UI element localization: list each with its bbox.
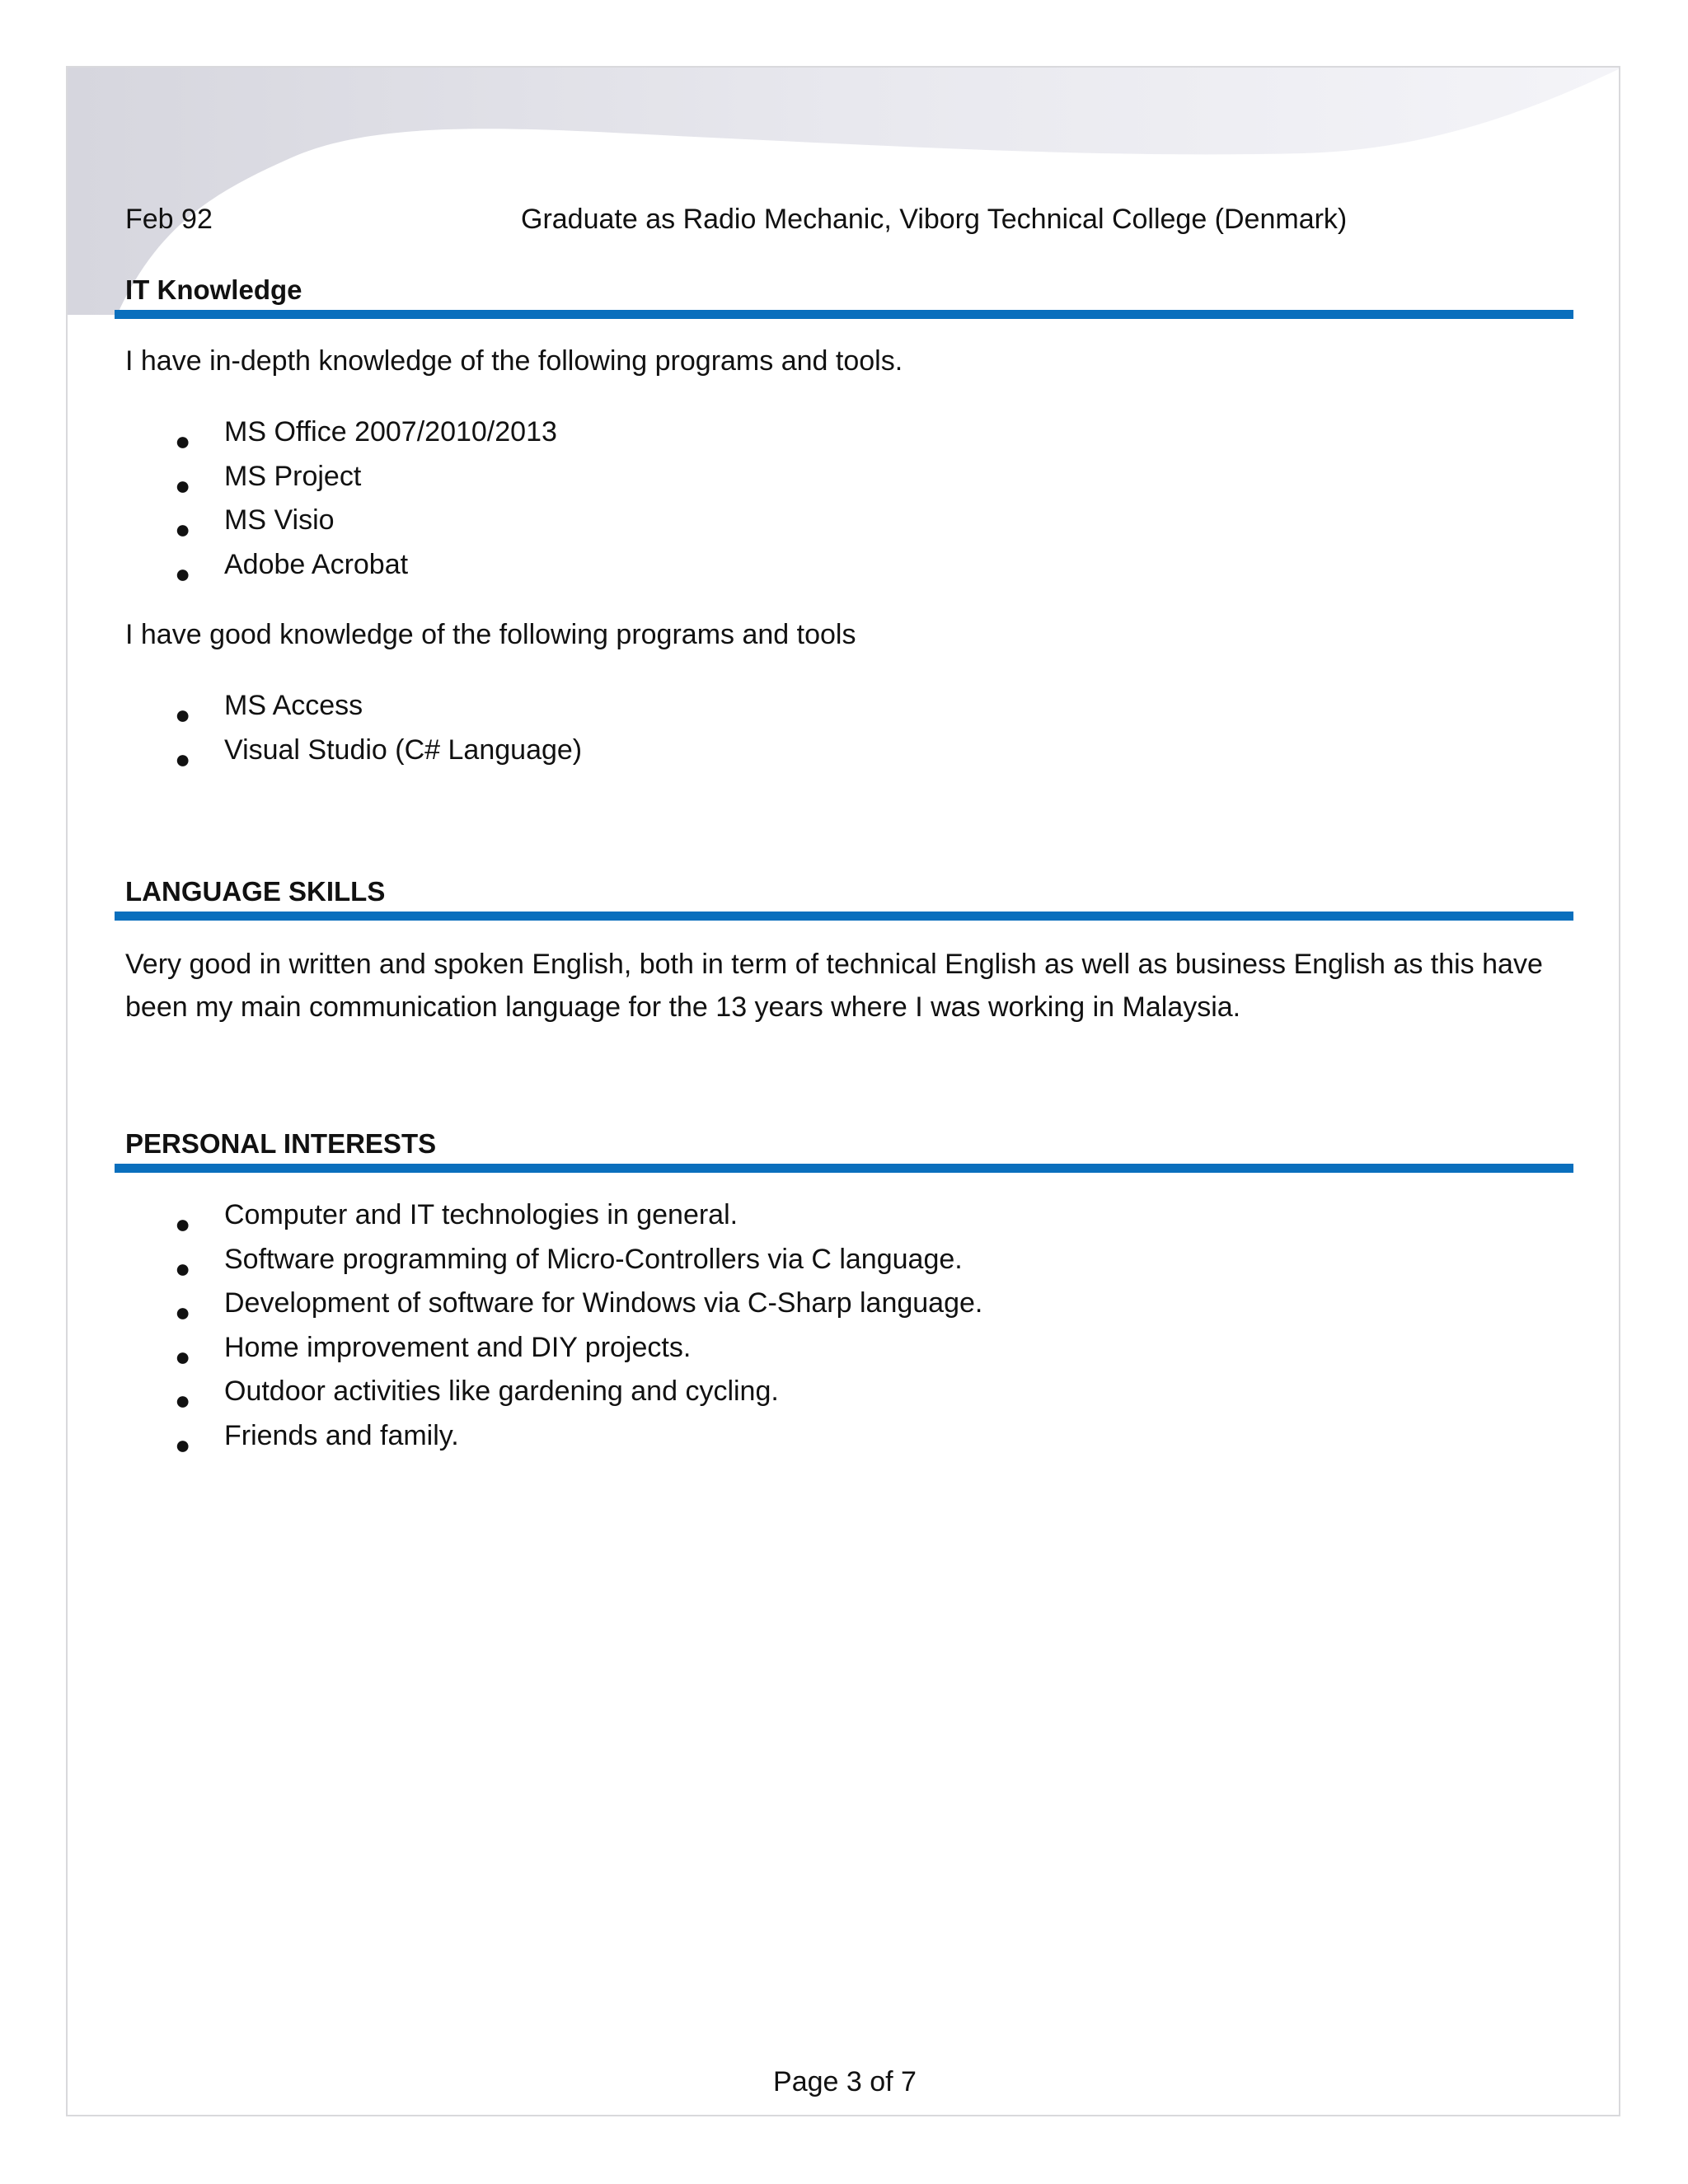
section-divider (115, 310, 1573, 319)
document-page: Feb 92 Graduate as Radio Mechanic, Viborg Technical College (Denmark) IT Knowledge I have in-depth knowledge of the following programs and tools. ● MS Office 2007/2010/2013 ● MS Project ● MS Visio ● Adobe Acrobat I have good knowledge of the following programs and tools ● MS Access ● Visual Studio (C# Language) LANGUAGE SKILLS Very good in written and spoken English, both in term of technical English as well as business English as this have been my main communication language for the 13 years where I was working in Malaysia. PERSONAL INTERESTS ● Computer and IT technologies in general. ● Software programming of Micro-Controllers via C language. ● Development of software for Windows via C-Sharp language. ● Home improvement and DIY projects. ● Outdoor activities like gardening and cycling. ● Friends and family. Page 3 of 7 (66, 66, 1620, 2116)
language-skills-text: Very good in written and spoken English, both in term of technical English as well as business English as this have been my main communication language for the 13 years where I was working in Malaysia. (125, 949, 1543, 1023)
bullet-icon: ● (175, 1209, 191, 1239)
bullet-icon: ● (175, 426, 191, 456)
section-divider (115, 912, 1573, 921)
page-number: Page 3 of 7 (773, 2066, 917, 2097)
it-good-intro: I have good knowledge of the following programs and tools (125, 619, 856, 650)
bullet-icon: ● (175, 514, 191, 544)
section-heading-personal-interests: PERSONAL INTERESTS (125, 1128, 437, 1159)
education-date: Feb 92 (125, 204, 213, 235)
education-description: Graduate as Radio Mechanic, Viborg Technical College (Denmark) (521, 204, 1348, 235)
bullet-icon: ● (175, 1341, 191, 1371)
bullet-icon: ● (175, 700, 191, 729)
bullet-icon: ● (175, 558, 191, 588)
it-indepth-intro: I have in-depth knowledge of the following programs and tools. (125, 345, 903, 377)
bullet-icon: ● (175, 470, 191, 500)
section-heading-it-knowledge: IT Knowledge (125, 274, 302, 305)
bullet-icon: ● (175, 1297, 191, 1327)
section-heading-language-skills: LANGUAGE SKILLS (125, 876, 386, 907)
bullet-icon: ● (175, 1253, 191, 1283)
section-divider (115, 1164, 1573, 1173)
bullet-icon: ● (175, 1429, 191, 1460)
bullet-icon: ● (175, 743, 191, 774)
bullet-icon: ● (175, 1385, 191, 1415)
